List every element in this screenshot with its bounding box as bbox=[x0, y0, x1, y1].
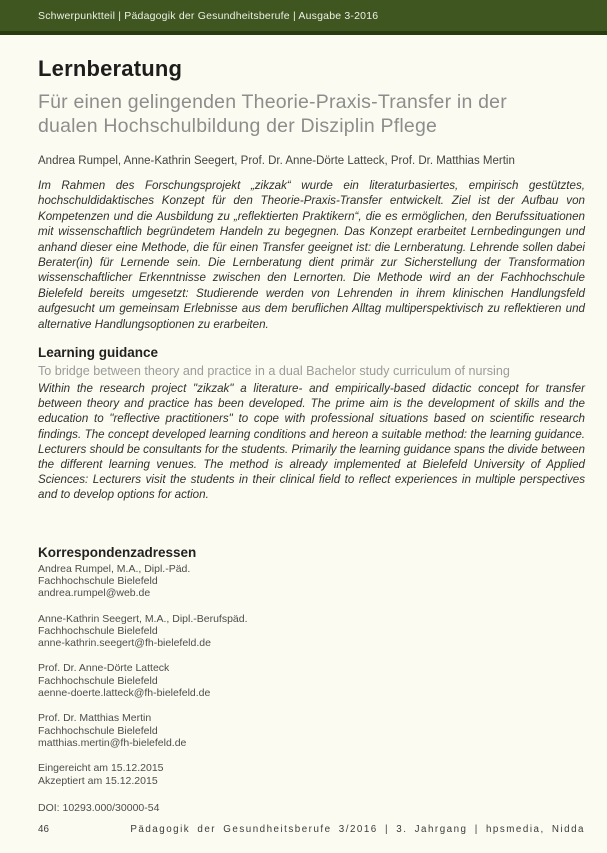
contact-name: Prof. Dr. Matthias Mertin bbox=[38, 712, 152, 725]
contact-name: Andrea Rumpel, M.A., Dipl.-Päd. bbox=[38, 562, 191, 575]
contact-email: matthias.mertin@fh-bielefeld.de bbox=[38, 736, 187, 749]
contact-institution: Fachhochschule Bielefeld bbox=[38, 674, 158, 687]
contact-institution: Fachhochschule Bielefeld bbox=[38, 724, 158, 737]
contact-institution: Fachhochschule Bielefeld bbox=[38, 574, 158, 587]
contact-block bbox=[38, 613, 585, 650]
contact-email: aenne-doerte.latteck@fh-bielefeld.de bbox=[38, 687, 211, 700]
submission-dates bbox=[38, 762, 585, 787]
page-footer bbox=[38, 824, 585, 835]
contact-name: Anne-Kathrin Seegert, M.A., Dipl.-Berufspäd. bbox=[38, 612, 248, 625]
page-number: 46 bbox=[38, 824, 49, 835]
contact-block bbox=[38, 563, 585, 600]
abstract-english: Within the research project "zikzak" a literature- and empirically-based didactic concept for transfer between theory and practice has been developed. The prime aim is the development of skills and the education to "reflective practitioners" to cope with professional situations based on scientific research findings. The concept developed learning conditions and hereon a suitable method: the learning guidance. Lecturers should be consultants for the students. Primarily the learning guidance spans the divide between the different learning venues. The method is already implemented at Bielefeld University of Applied Sciences: Lecturers visit the students in their clinical field to reflect experiences in multiple perspectives and to develop options for action. bbox=[38, 382, 585, 502]
submitted-date: Eingereicht am 15.12.2015 bbox=[38, 762, 164, 775]
journal-info: Pädagogik der Gesundheitsberufe 3/2016 | 3. Jahrgang | hpsmedia, Nidda bbox=[130, 824, 585, 835]
english-heading: Learning guidance bbox=[38, 345, 159, 361]
article-content bbox=[0, 56, 607, 814]
doi-line: DOI: 10293.000/30000-54 bbox=[38, 802, 160, 815]
article-subtitle: Für einen gelingenden Theorie-Praxis-Transfer in der dualen Hochschulbildung der Disziplin Pflege bbox=[38, 91, 507, 137]
accepted-date: Akzeptiert am 15.12.2015 bbox=[38, 774, 158, 787]
contact-block bbox=[38, 712, 585, 749]
english-subtitle: To bridge between theory and practice in a dual Bachelor study curriculum of nursing bbox=[38, 364, 510, 379]
header-breadcrumb: Schwerpunktteil | Pädagogik der Gesundheitsberufe | Ausgabe 3-2016 bbox=[38, 9, 379, 22]
contact-institution: Fachhochschule Bielefeld bbox=[38, 624, 158, 637]
page-header-bar bbox=[0, 0, 607, 31]
authors-line: Andrea Rumpel, Anne-Kathrin Seegert, Prof. Dr. Anne-Dörte Latteck, Prof. Dr. Matthias Mertin bbox=[38, 155, 515, 167]
abstract-german: Im Rahmen des Forschungsprojekt „zikzak“ wurde ein literaturbasiertes, empirisch gestütztes, hochschuldidaktisches Konzept für den Theorie-Praxis-Transfer entwickelt. Ziel ist der Aufbau von Kompetenzen und die Ausbildung zu „reflektierten Praktikern“, die es ermöglichen, den Berufssituationen mit wissenschaftlich begründetem Handeln zu begegnen. Das Konzept erarbeitet Lernbedingungen und anhand dieser eine Methode, die für einen Transfer geeignet ist: die Lernberatung. Lehrende sollen dabei Berater(in) für Lernende sein. Die Lernberatung dient primär zur Sicherstellung der Transformation wissenschaftlicher Erkenntnisse zwischen den Lernorten. Die Methode wird an der Fachhochschule Bielefeld bereits umgesetzt: Studierende werden von Lehrenden in ihrem klinischen Handlungsfeld aufgesucht um gemeinsam Erlebnisse aus dem beruflichen Alltag multiperspektivisch zu reflektieren und alternative Handlungsoptionen zu erarbeiten. bbox=[38, 179, 585, 331]
header-stripe bbox=[0, 31, 607, 35]
contact-name: Prof. Dr. Anne-Dörte Latteck bbox=[38, 662, 170, 675]
contact-email: andrea.rumpel@web.de bbox=[38, 587, 151, 600]
article-title: Lernberatung bbox=[38, 56, 183, 81]
contact-email: anne-kathrin.seegert@fh-bielefeld.de bbox=[38, 637, 211, 650]
contact-block bbox=[38, 662, 585, 699]
correspondence-heading: Korrespondenzadressen bbox=[38, 544, 197, 560]
